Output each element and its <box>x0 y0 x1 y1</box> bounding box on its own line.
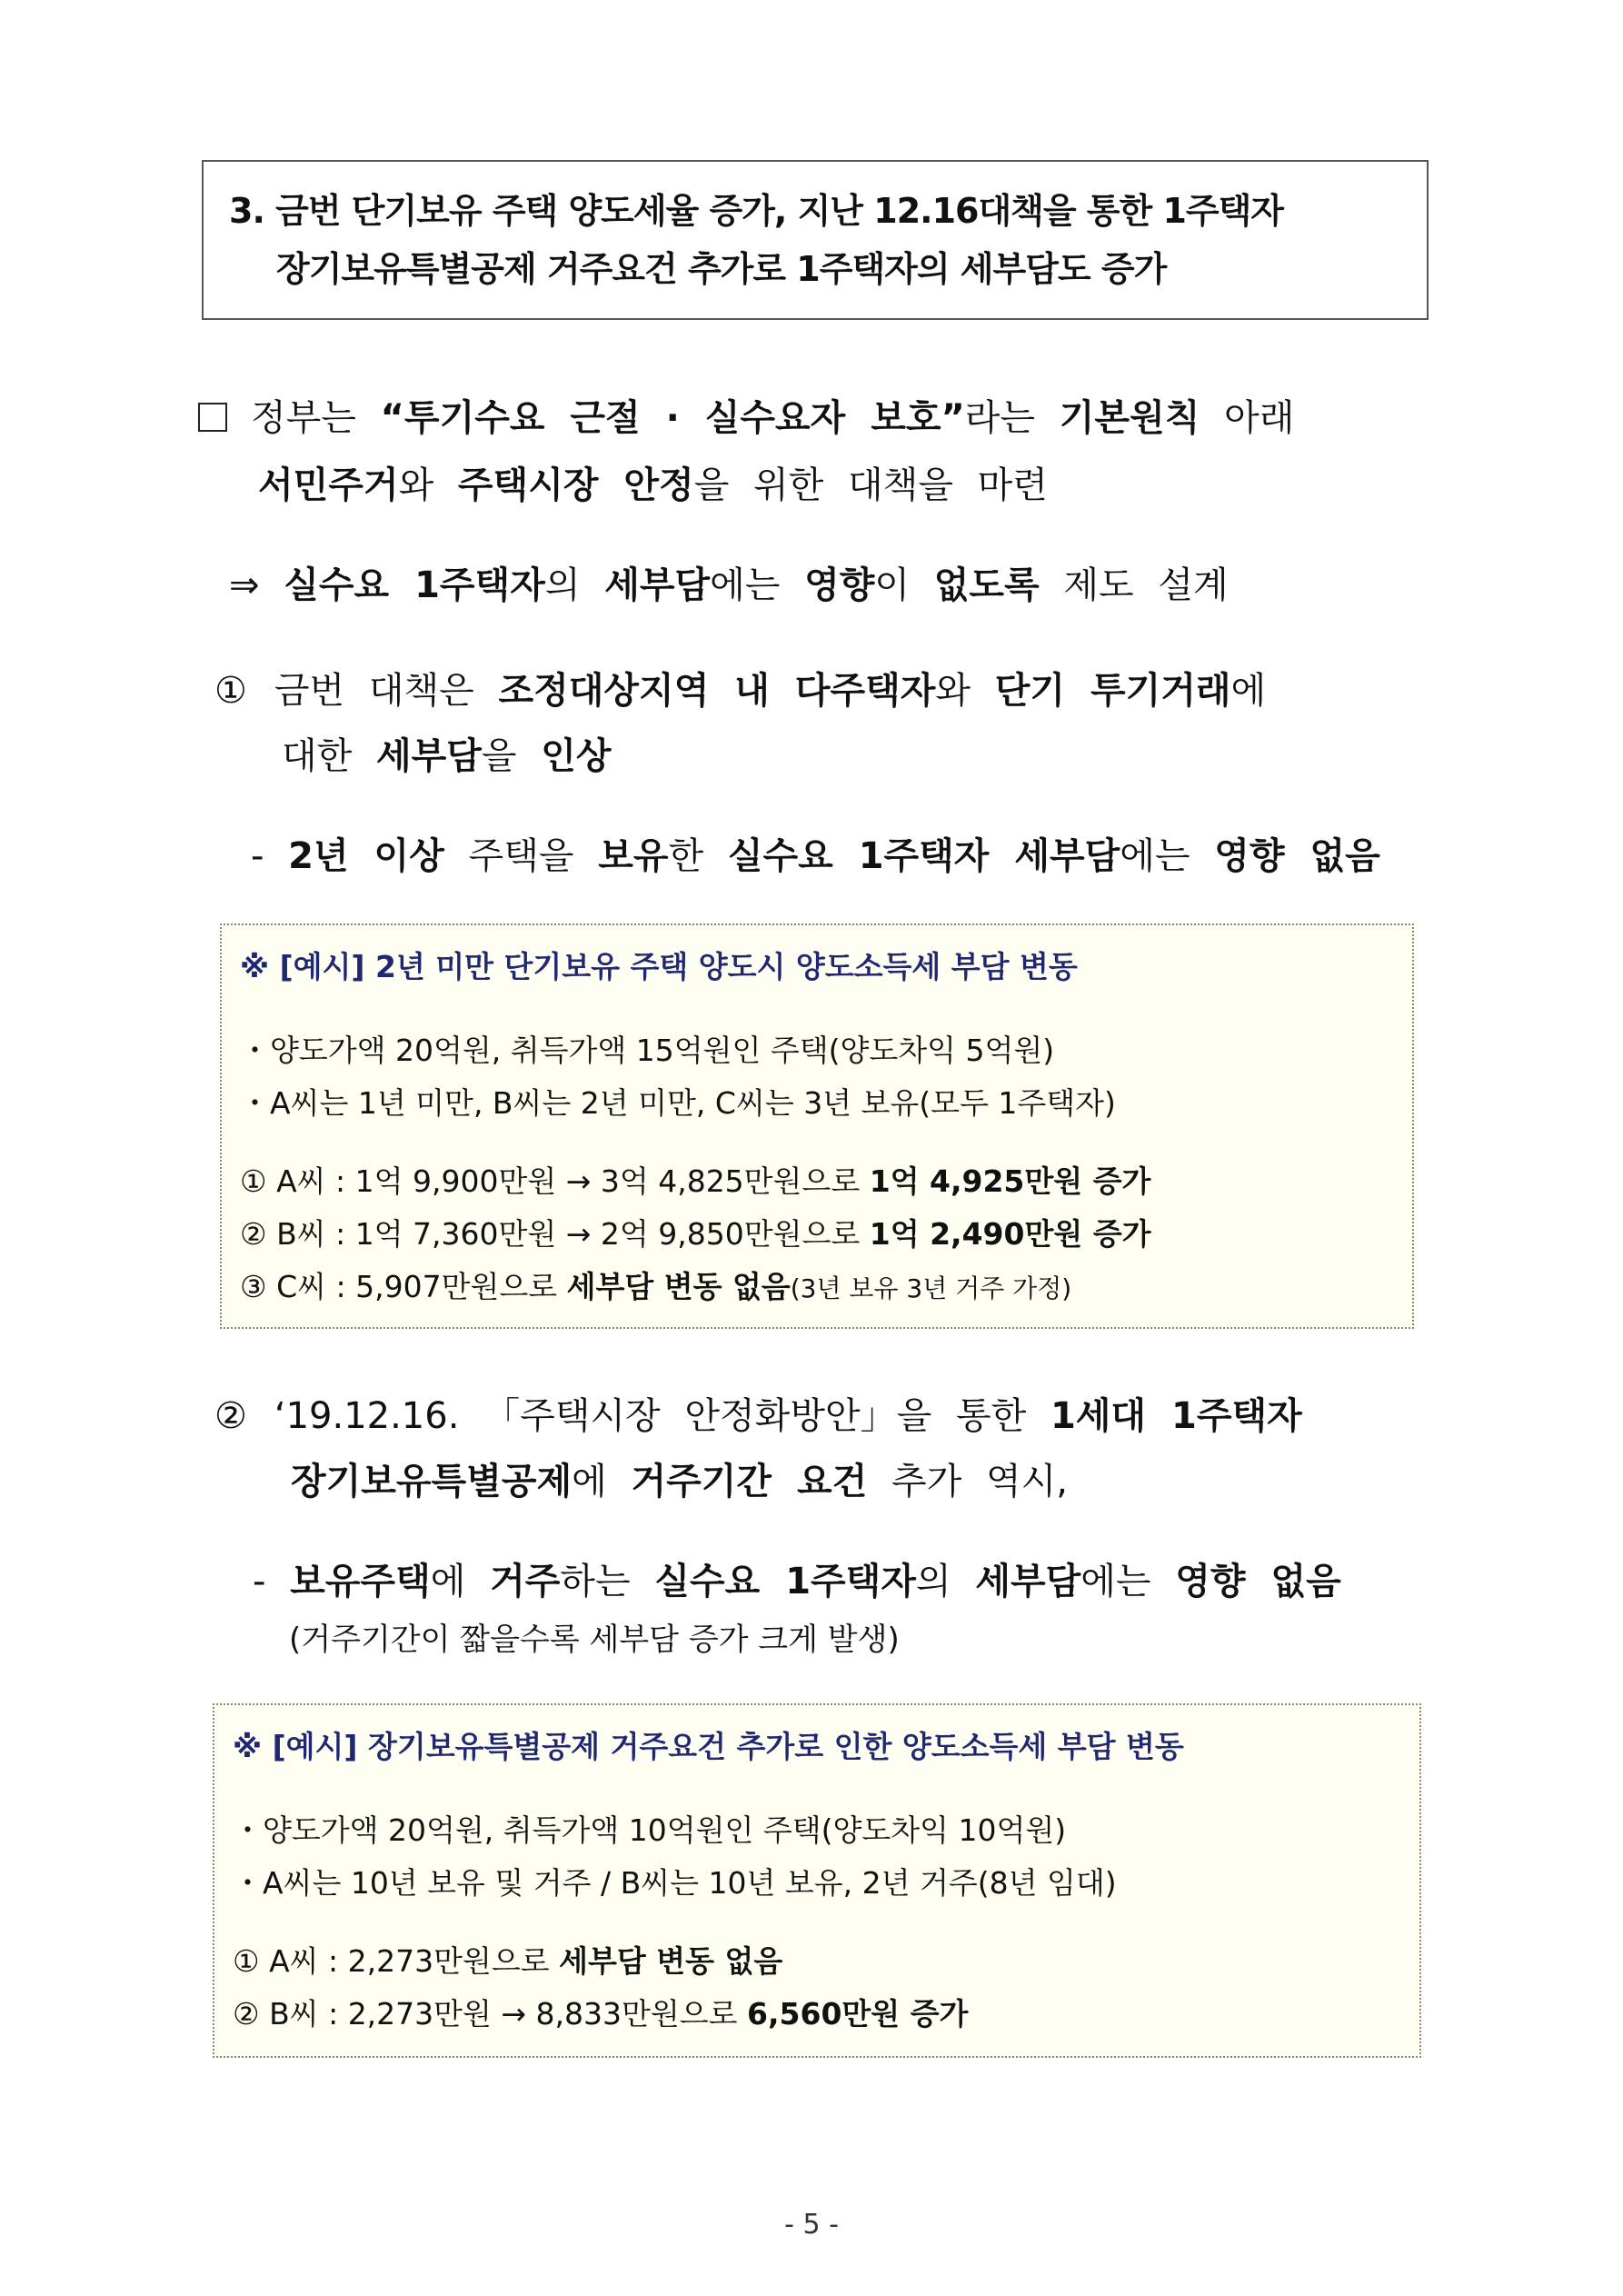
circled-number-1: ① <box>214 670 247 712</box>
dash-marker: - <box>253 1561 291 1602</box>
example-text: ② B씨 : 1억 7,360만원 → 2억 9,850만원으로 <box>240 1216 870 1252</box>
dash-text: 에 <box>430 1561 491 1602</box>
intro-quote: “투기수요 근절 · 실수요자 보호” <box>380 397 965 439</box>
example-text: ② B씨 : 2,273만원 → 8,833만원으로 <box>233 1996 748 2031</box>
example-note: (3년 보유 3년 거주 가정) <box>790 1273 1072 1303</box>
example-2-row-2 <box>233 1991 968 2033</box>
example-1-bullet-1: ・양도가액 20억원, 취득가액 15억원인 주택(양도차익 5억원) <box>240 1033 1055 1068</box>
item-1-line-1 <box>214 662 1266 714</box>
dash-emphasis: 2년 이상 <box>288 835 444 877</box>
example-emphasis: 6,560만원 증가 <box>747 1996 969 2031</box>
item-text: 추가 역시, <box>867 1461 1068 1502</box>
dash-emphasis: 실수요 1주택자 <box>654 1561 916 1602</box>
intro-line-2 <box>258 456 1048 508</box>
item-emphasis: 조정대상지역 내 다주택자 <box>498 670 936 712</box>
item-emphasis: 인상 <box>541 735 612 777</box>
dash-emphasis: 보유 <box>598 835 669 877</box>
dash-text: 에는 <box>1080 1561 1176 1602</box>
intro-text: 정부는 <box>251 397 381 439</box>
example-1-row-2 <box>240 1211 1150 1253</box>
example-emphasis: 1억 2,490만원 증가 <box>869 1216 1151 1252</box>
dash-emphasis: 거주 <box>490 1561 561 1602</box>
example-2-bullet-2: ・A씨는 10년 보유 및 거주 / B씨는 10년 보유, 2년 거주(8년 임대) <box>233 1865 1117 1901</box>
dash-line-2 <box>253 1552 1341 1604</box>
item-emphasis: 1세대 1주택자 <box>1050 1395 1302 1437</box>
arrow-emphasis: 실수요 1주택자 <box>284 564 545 606</box>
item-text: ‘19.12.16. 「주택시장 안정화방안」을 통한 <box>274 1395 1050 1437</box>
item-2-line-1 <box>214 1387 1302 1439</box>
intro-emphasis: 기본원칙 <box>1059 397 1200 439</box>
dash-line-1 <box>251 827 1380 879</box>
arrow-text: 에는 <box>710 564 805 606</box>
dash-emphasis: 실수요 1주택자 세부담 <box>727 835 1120 877</box>
section-title-box <box>202 160 1429 320</box>
intro-emphasis: 서민주거 <box>258 464 399 506</box>
arrow-summary-line <box>229 556 1229 608</box>
item-text: 에 <box>572 1461 632 1502</box>
dash-text: 주택을 <box>443 835 599 877</box>
arrow-emphasis: 영향 <box>804 564 875 606</box>
dash-emphasis: 보유주택 <box>290 1561 431 1602</box>
dash-2-note: (거주기간이 짧을수록 세부담 증가 크게 발생) <box>289 1622 900 1658</box>
example-emphasis: 세부담 변동 없음 <box>566 1269 791 1304</box>
dash-text: 하는 <box>560 1561 655 1602</box>
dash-text: 의 <box>915 1561 976 1602</box>
example-text: ③ C씨 : 5,907만원으로 <box>240 1269 567 1304</box>
dash-text: 에는 <box>1120 835 1215 877</box>
example-box-2 <box>213 1703 1421 2058</box>
dash-text: 한 <box>668 835 728 877</box>
arrow-emphasis: 세부담 <box>604 564 711 606</box>
arrow-text: 의 <box>544 564 605 606</box>
example-1-bullet-2: ・A씨는 1년 미만, B씨는 2년 미만, C씨는 3년 보유(모두 1주택자) <box>240 1085 1116 1121</box>
intro-text: 을 위한 대책을 마련 <box>693 464 1048 506</box>
item-text: 대한 <box>282 735 376 777</box>
arrow-icon: ⇒ <box>229 564 284 606</box>
intro-text: 아래 <box>1200 397 1295 439</box>
page-number: - 5 - <box>784 2209 839 2241</box>
item-text: 와 <box>935 670 995 712</box>
example-text: ① A씨 : 2,273만원으로 <box>233 1943 560 1979</box>
example-1-row-3 <box>240 1263 1071 1306</box>
intro-text: 라는 <box>964 397 1060 439</box>
dash-emphasis: 세부담 <box>975 1561 1081 1602</box>
example-2-bullet-1: ・양도가액 20억원, 취득가액 10억원인 주택(양도차익 10억원) <box>233 1812 1067 1848</box>
example-1-row-1 <box>240 1158 1150 1201</box>
example-emphasis: 1억 4,925만원 증가 <box>869 1163 1151 1199</box>
arrow-text: 제도 설계 <box>1039 564 1229 606</box>
item-text: 을 <box>481 735 542 777</box>
item-text: 에 <box>1230 670 1267 712</box>
item-emphasis: 거주기간 요건 <box>631 1461 868 1502</box>
dash-emphasis: 영향 없음 <box>1214 835 1380 877</box>
intro-line-1 <box>198 389 1294 441</box>
example-2-row-1 <box>233 1938 782 1981</box>
item-1-line-2 <box>282 727 612 779</box>
section-title-line-1: 3. 금번 단기보유 주택 양도세율 증가, 지난 12.16대책을 통한 1주택자 <box>229 191 1284 231</box>
item-text: 금번 대책은 <box>274 670 499 712</box>
item-emphasis: 단기 투기거래 <box>994 670 1231 712</box>
example-2-title: ※ [예시] 장기보유특별공제 거주요건 추가로 인한 양도소득세 부담 변동 <box>233 1729 1184 1764</box>
circled-number-2: ② <box>214 1395 247 1437</box>
arrow-emphasis: 없도록 <box>933 564 1040 606</box>
example-emphasis: 세부담 변동 없음 <box>559 1943 783 1979</box>
example-box-1 <box>220 923 1414 1329</box>
example-text: ① A씨 : 1억 9,900만원 → 3억 4,825만원으로 <box>240 1163 870 1199</box>
checkbox-bullet-icon <box>198 403 227 432</box>
intro-emphasis: 주택시장 안정 <box>457 464 694 506</box>
item-emphasis: 세부담 <box>376 735 482 777</box>
dash-emphasis: 영향 없음 <box>1175 1561 1341 1602</box>
section-title-line-2: 장기보유특별공제 거주요건 추가로 1주택자의 세부담도 증가 <box>276 249 1167 289</box>
example-1-title: ※ [예시] 2년 미만 단기보유 주택 양도시 양도소득세 부담 변동 <box>240 949 1078 984</box>
item-2-line-2 <box>291 1452 1068 1504</box>
item-emphasis: 장기보유특별공제 <box>291 1461 573 1502</box>
dash-marker: - <box>251 835 289 877</box>
arrow-text: 이 <box>874 564 934 606</box>
intro-text: 와 <box>398 464 458 506</box>
